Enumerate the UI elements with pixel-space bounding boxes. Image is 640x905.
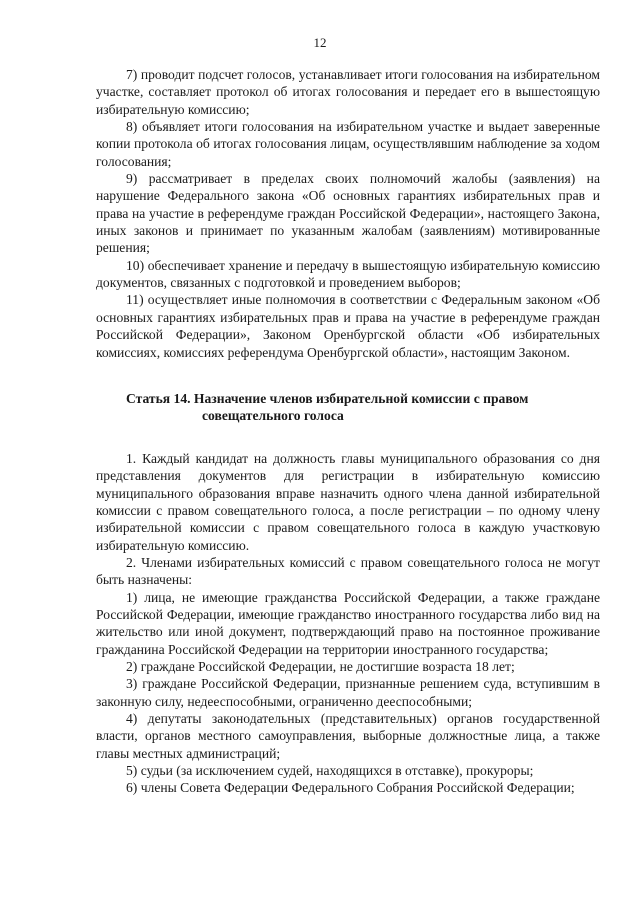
paragraph: 1. Каждый кандидат на должность главы муниципального образования со дня представления документов для регистрации в избирательную комиссию муниципального образования вправе назначить одного члена данной избирательной комиссии с правом совещательного голоса, а после регистрации – по одному члену избирательной комиссии с правом совещательного голоса в каждую участковую избирательную комиссию.: [96, 450, 600, 553]
list-item: 3) граждане Российской Федерации, признанные решением суда, вступившим в законную силу, недееспособными, ограниченно дееспособными;: [96, 676, 600, 709]
paragraph: 7) проводит подсчет голосов, устанавливает итоги голосования на избирательном участке, составляет протокол об итогах голосования и передает его в вышестоящую избирательную комиссию;: [96, 67, 600, 117]
article-heading: [96, 390, 600, 425]
article-heading-line2: совещательного голоса: [202, 408, 344, 424]
page-number: 12: [313, 35, 327, 50]
paragraph: 9) рассматривает в пределах своих полномочий жалобы (заявления) на нарушение Федерального закона «Об основных гарантиях избирательных прав и права на участие в референдуме граждан Российской Федерации», настоящего Закона, иных законов и принимает по указанным жалобам (заявлениям) мотивированные решения;: [96, 171, 600, 256]
list-item: 2) граждане Российской Федерации, не достигшие возраста 18 лет;: [126, 658, 515, 674]
list-item: 4) депутаты законодательных (представительных) органов государственной власти, органов местного самоуправления, выборные должностные лица, а также главы местных администраций;: [96, 711, 600, 761]
list-item: 1) лица, не имеющие гражданства Российской Федерации, а также граждане Российской Федерации, имеющие гражданство иностранного государства либо вид на жительство или иной документ, подтверждающий право на постоянное проживание гражданина Российской Федерации на территории иностранного государства;: [96, 589, 600, 657]
article-heading-line1: Статья 14. Назначение членов избирательной комиссии с правом: [126, 390, 529, 406]
document-body: [96, 66, 600, 797]
paragraph: 10) обеспечивает хранение и передачу в вышестоящую избирательную комиссию документов, связанных с подготовкой и проведением выборов;: [96, 257, 600, 291]
list-item: 5) судьи (за исключением судей, находящихся в отставке), прокуроры;: [126, 763, 534, 779]
paragraph: 11) осуществляет иные полномочия в соответствии с Федеральным законом «Об основных гарантиях избирательных прав и права на участие в референдуме граждан Российской Федерации», Законом Оренбургской области «Об избирательных комиссиях, комиссиях референдума Оренбургской области», настоящим Законом.: [96, 292, 600, 360]
paragraph: 8) объявляет итоги голосования на избирательном участке и выдает заверенные копии протокола об итогах голосования лицам, осуществлявшим наблюдение за ходом голосования;: [96, 119, 600, 169]
paragraph: 2. Членами избирательных комиссий с правом совещательного голоса не могут быть назначены:: [96, 554, 600, 588]
list-item: 6) члены Совета Федерации Федерального Собрания Российской Федерации;: [126, 780, 575, 796]
